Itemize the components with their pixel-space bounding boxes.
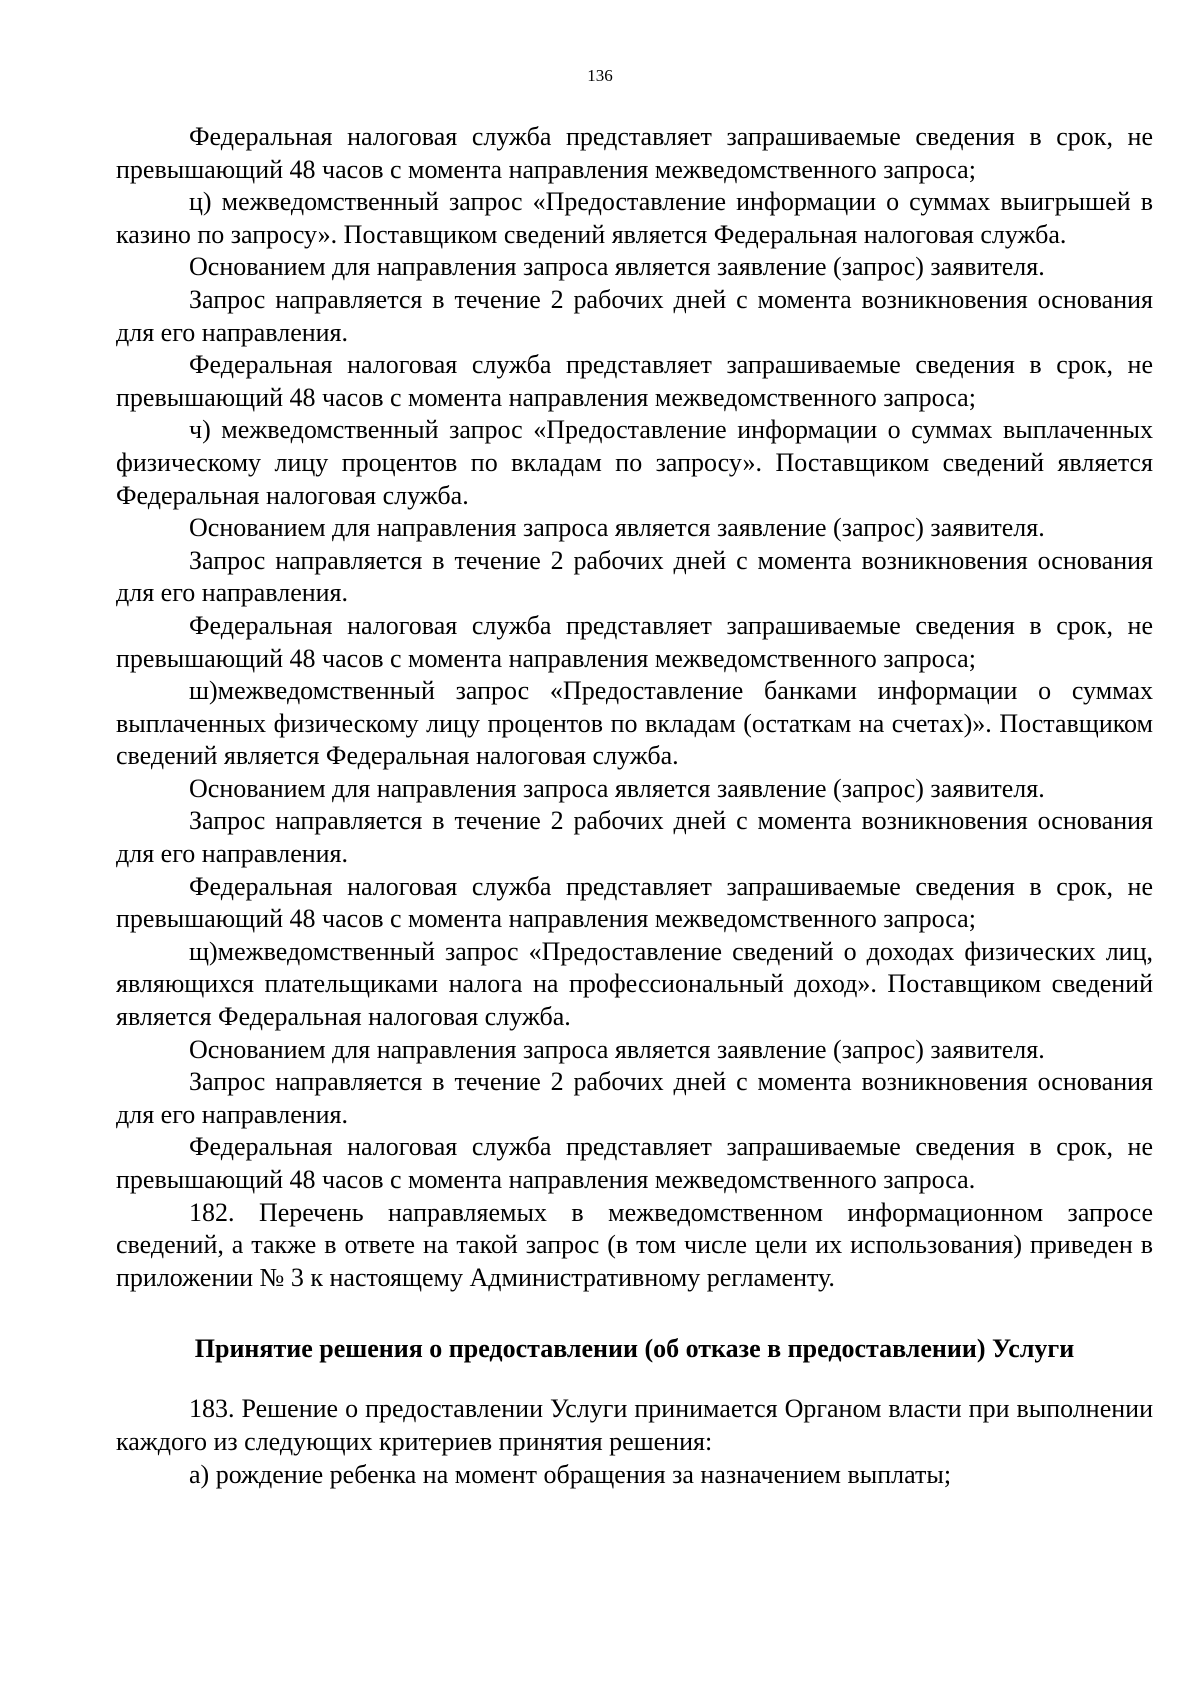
paragraph: 182. Перечень направляемых в межведомственном информационном запросе сведений, а также в ответе на такой запрос (в том числе цели их использования) приведен в приложении № 3 к настоящему Административному регламенту. [116,1197,1153,1292]
paragraph: Федеральная налоговая служба представляет запрашиваемые сведения в срок, не превышающий 48 часов с момента направления межведомственного запроса; [116,610,1153,673]
section-heading: Принятие решения о предоставлении (об отказе в предоставлении) Услуги [194,1334,1075,1364]
paragraph: Запрос направляется в течение 2 рабочих дней с момента возникновения основания для его направления. [116,545,1153,608]
paragraph: Запрос направляется в течение 2 рабочих дней с момента возникновения основания для его направления. [116,284,1153,347]
paragraph: Федеральная налоговая служба представляет запрашиваемые сведения в срок, не превышающий 48 часов с момента направления межведомственного запроса; [116,122,1153,184]
document-body [116,121,1153,1491]
paragraph: Основанием для направления запроса является заявление (запрос) заявителя. [189,252,1045,282]
page-number: 136 [587,66,613,85]
paragraph: а) рождение ребенка на момент обращения за назначением выплаты; [189,1459,952,1489]
paragraph: Основанием для направления запроса является заявление (запрос) заявителя. [189,513,1045,543]
paragraph: ш)межведомственный запрос «Предоставление банками информации о суммах выплаченных физическому лицу процентов по вкладам (остаткам на счетах)». Поставщиком сведений является Федеральная налоговая служба. [116,676,1153,771]
paragraph: Основанием для направления запроса является заявление (запрос) заявителя. [189,1034,1045,1064]
paragraph: Федеральная налоговая служба представляет запрашиваемые сведения в срок, не превышающий 48 часов с момента направления межведомственного запроса; [116,350,1153,412]
paragraph: ц) межведомственный запрос «Предоставление информации о суммах выигрышей в казино по запросу». Поставщиком сведений является Федеральная налоговая служба. [116,187,1153,249]
paragraph: Федеральная налоговая служба представляет запрашиваемые сведения в срок, не превышающий 48 часов с момента направления межведомственного запроса; [116,871,1153,934]
paragraph: Запрос направляется в течение 2 рабочих дней с момента возникновения основания для его направления. [116,1067,1153,1129]
paragraph: Запрос направляется в течение 2 рабочих дней с момента возникновения основания для его направления. [116,806,1153,869]
paragraph: Федеральная налоговая служба представляет запрашиваемые сведения в срок, не превышающий 48 часов с момента направления межведомственного запроса. [116,1132,1153,1194]
paragraph: ч) межведомственный запрос «Предоставление информации о суммах выплаченных физическому лицу процентов по вкладам по запросу». Поставщиком сведений является Федеральная налоговая служба. [116,415,1153,510]
paragraph: щ)межведомственный запрос «Предоставление сведений о доходах физических лиц, являющихся плательщиками налога на профессиональный доход». Поставщиком сведений является Федеральная налоговая служба. [116,936,1153,1032]
paragraph: Основанием для направления запроса является заявление (запрос) заявителя. [189,773,1045,803]
paragraph: 183. Решение о предоставлении Услуги принимается Органом власти при выполнении каждого из следующих критериев принятия решения: [116,1394,1153,1456]
